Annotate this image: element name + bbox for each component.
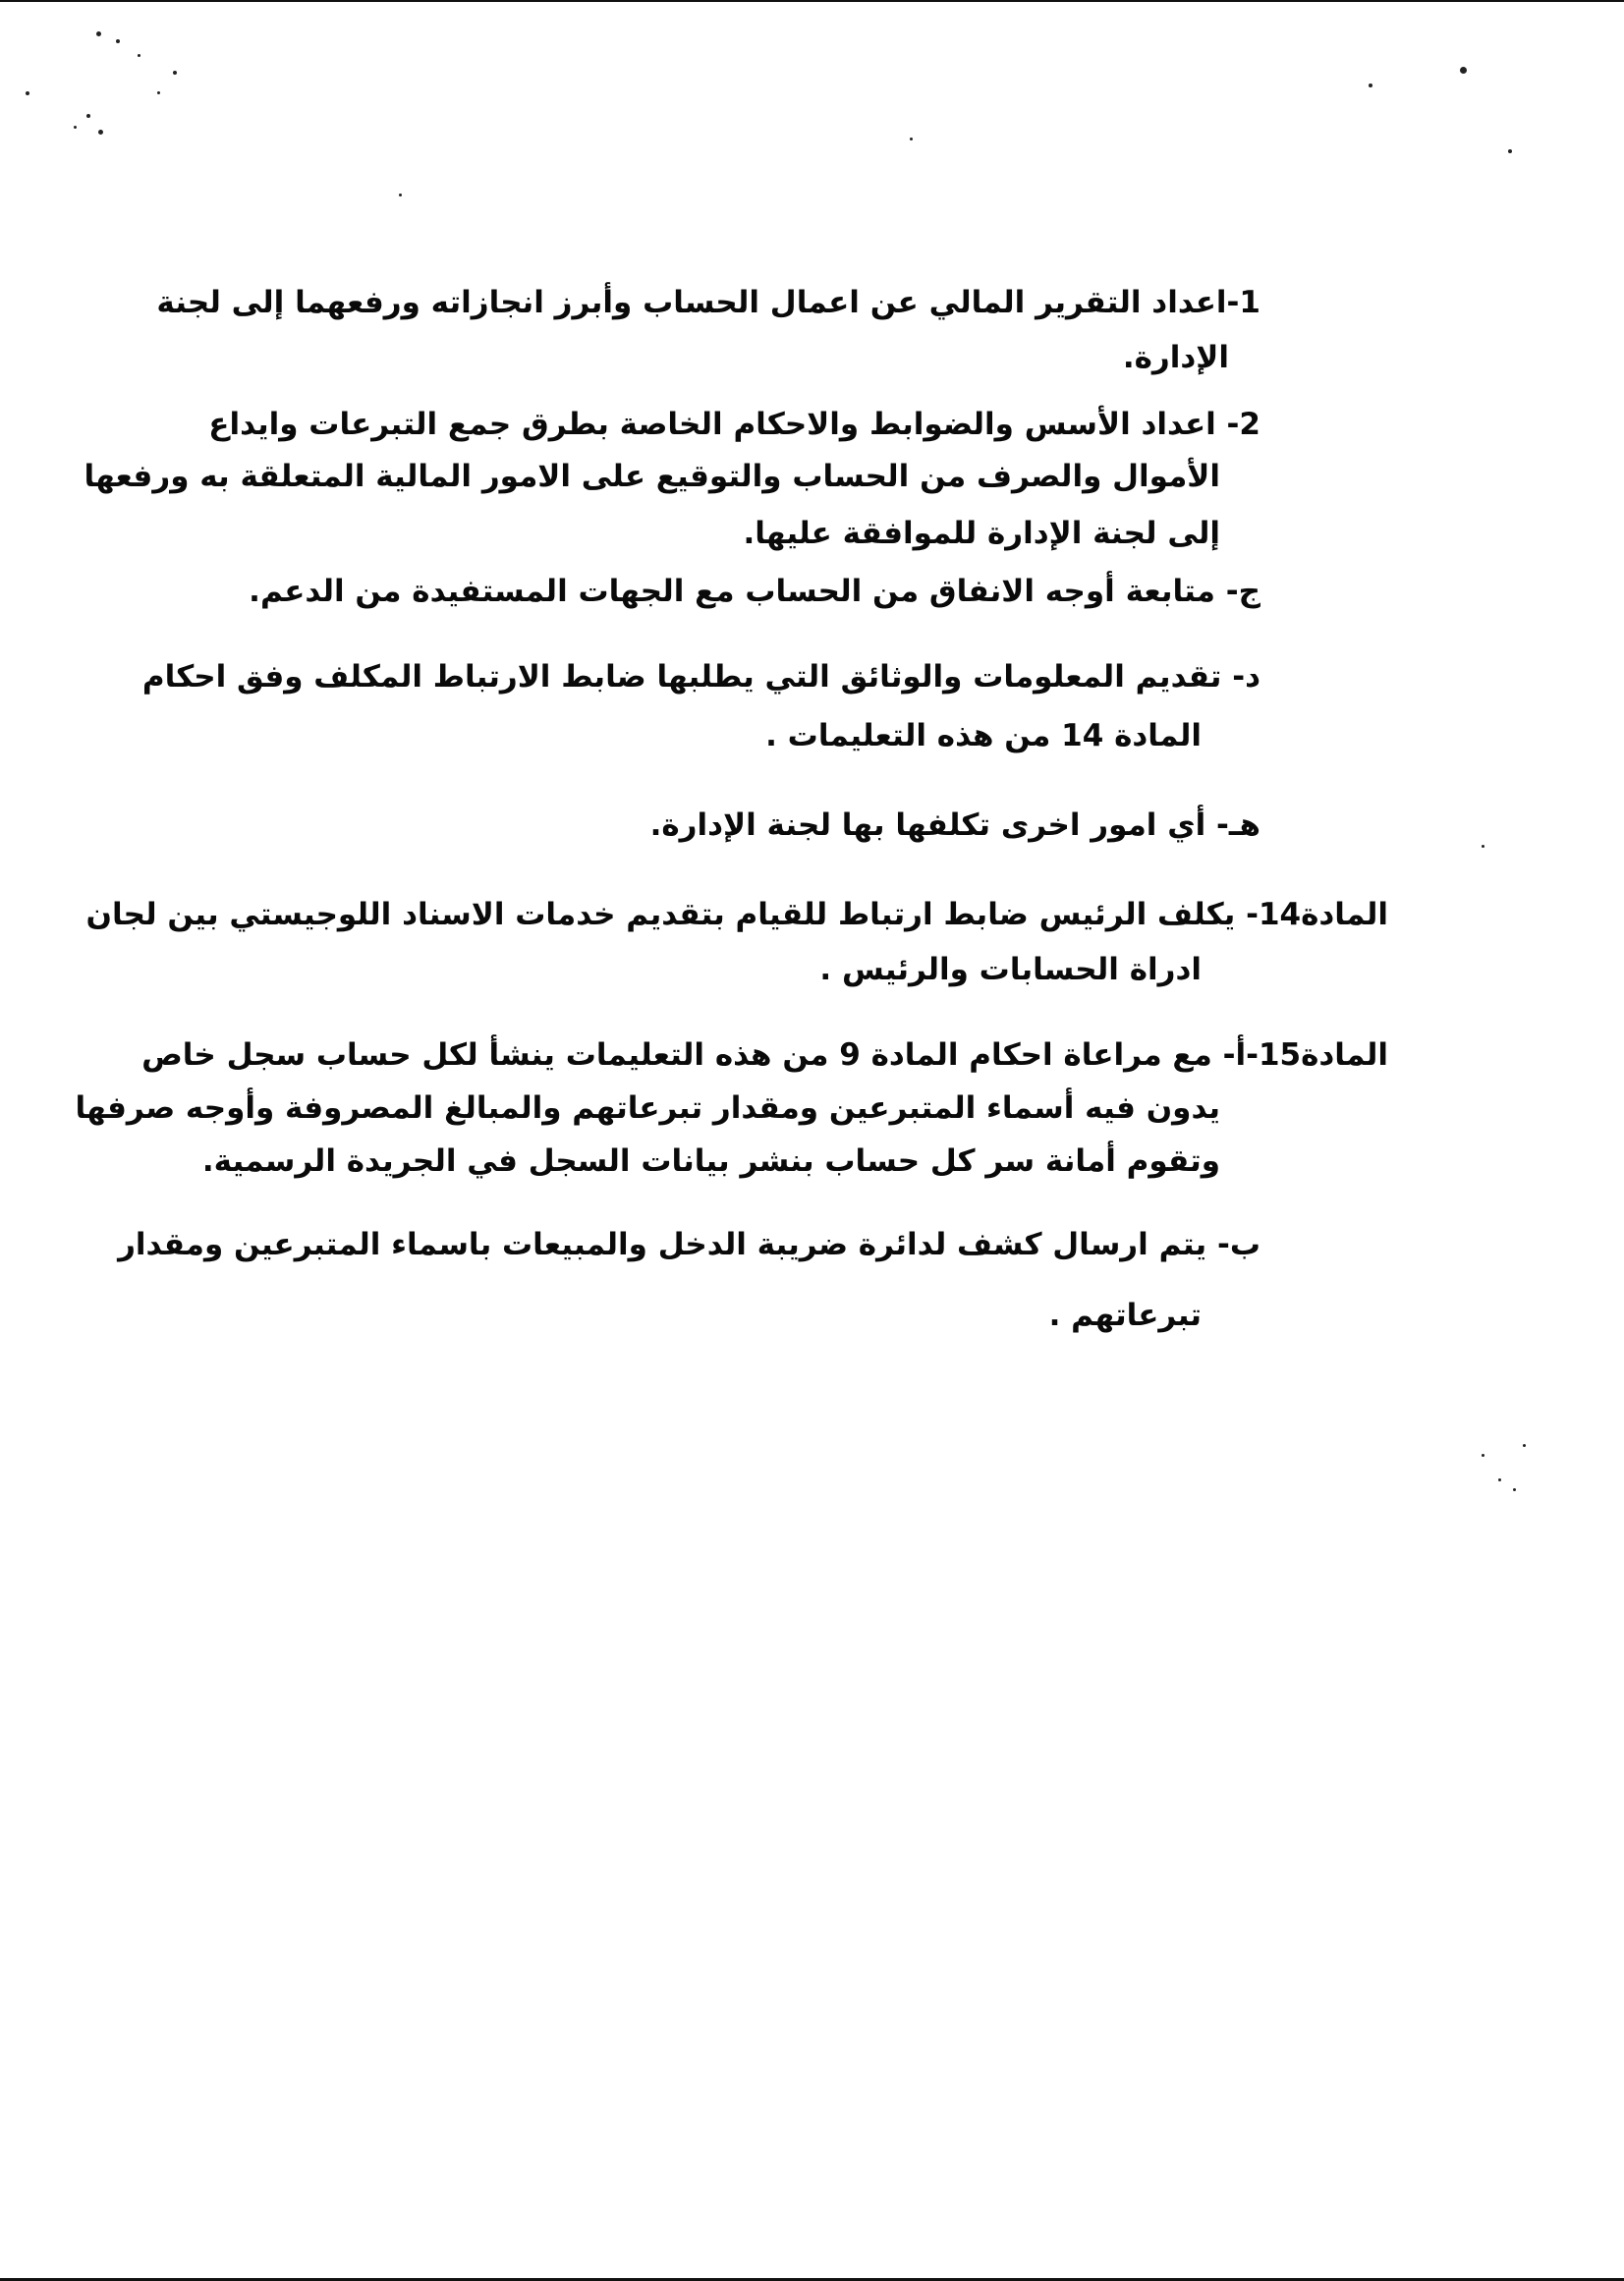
item-2-line-1: 2- اعداد الأسس والضوابط والاحكام الخاصة بطرق جمع التبرعات وايداع	[208, 407, 1260, 442]
article-15-line-3: وتقوم أمانة سر كل حساب بنشر بيانات السجل في الجريدة الرسمية.	[201, 1143, 1220, 1179]
scan-speck	[138, 54, 140, 57]
item-h-line: هـ- أي امور اخرى تكلفها بها لجنة الإدارة.	[649, 807, 1260, 843]
scan-speck	[116, 39, 120, 43]
scan-speck	[157, 91, 160, 94]
item-2-line-2: الأموال والصرف من الحساب والتوقيع على الامور المالية المتعلقة به ورفعها	[84, 459, 1220, 494]
article-14-line-2: ادراة الحسابات والرئيس .	[819, 952, 1202, 987]
scan-speck	[26, 91, 29, 95]
scan-speck	[1460, 67, 1467, 74]
scan-speck	[399, 194, 402, 196]
scan-speck	[1498, 1478, 1501, 1481]
item-j-line: ج- متابعة أوجه الانفاق من الحساب مع الجهات المستفيدة من الدعم.	[249, 574, 1260, 609]
scan-speck	[1482, 845, 1484, 848]
scan-speck	[1508, 149, 1512, 153]
scan-speck	[1513, 1488, 1516, 1491]
article-14-line-1: المادة14- يكلف الرئيس ضابط ارتباط للقيام بتقديم خدمات الاسناد اللوجيستي بين لجان	[85, 897, 1388, 932]
article-15-line-1: المادة15-أ- مع مراعاة احكام المادة 9 من هذه التعليمات ينشأ لكل حساب سجل خاص	[141, 1037, 1388, 1073]
item-d-line-1: د- تقديم المعلومات والوثائق التي يطلبها ضابط الارتباط المكلف وفق احكام	[141, 659, 1260, 695]
item-d-line-2: المادة 14 من هذه التعليمات .	[765, 718, 1202, 753]
item-1-line-2: الإدارة.	[1122, 340, 1229, 375]
item-1-line-1: 1-اعداد التقرير المالي عن اعمال الحساب وأبرز انجازاته ورفعهما إلى لجنة	[156, 285, 1260, 320]
scan-speck	[910, 138, 913, 140]
item-2-line-3: إلى لجنة الإدارة للموافقة عليها.	[743, 516, 1220, 551]
scan-speck	[98, 130, 103, 135]
article-15-line-2: يدون فيه أسماء المتبرعين ومقدار تبرعاتهم والمبالغ المصروفة وأوجه صرفها	[75, 1090, 1220, 1126]
scan-speck	[86, 114, 90, 118]
scan-speck	[1523, 1444, 1526, 1447]
item-b-line-1: ب- يتم ارسال كشف لدائرة ضريبة الدخل والمبيعات باسماء المتبرعين ومقدار	[118, 1227, 1260, 1262]
scan-speck	[1482, 1454, 1484, 1457]
scan-speck	[96, 31, 101, 36]
scan-top-edge	[0, 0, 1624, 2]
scan-speck	[74, 126, 77, 129]
item-b-line-2: تبرعاتهم .	[1048, 1298, 1202, 1333]
scan-speck	[173, 71, 177, 75]
scan-speck	[1369, 83, 1372, 87]
